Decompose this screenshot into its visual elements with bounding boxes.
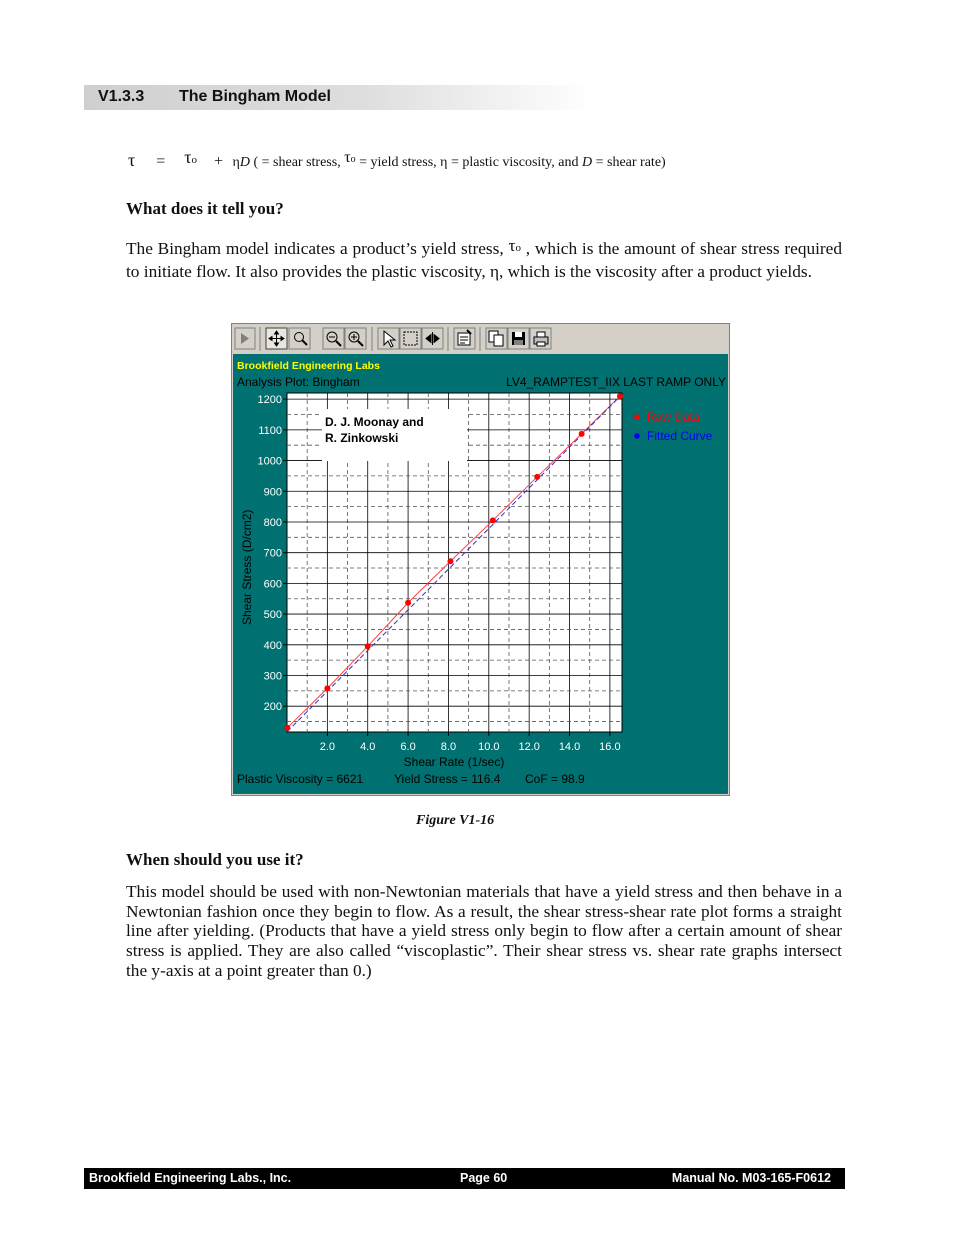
select-pointer-button[interactable] xyxy=(378,328,399,349)
x-axis-label: Shear Rate (1/sec) xyxy=(403,755,505,769)
eq-desc-tau0: τ xyxy=(344,149,351,166)
bingham-analysis-plot xyxy=(231,323,730,796)
annotation-box xyxy=(322,409,467,461)
question-what: What does it tell you? xyxy=(126,199,284,218)
y-tick-label: 900 xyxy=(263,486,282,499)
brand-label: Brookfield Engineering Labs xyxy=(237,360,380,372)
paragraph-when: This model should be used with non-Newtonian materials that have a yield stress and then behave in a Newtonian fashion once they begin to flow. As a result, the shear stress-shear rate plot forms a straight line after yielding. (Products that have a yield stress only begin to flow after a certain amount of shear stress is applied. They are also called “viscoplastic”. Their shear stress vs. shear rate graphs intersect the y-axis at a point greater than 0.) xyxy=(126,882,842,980)
zoom-out-button[interactable] xyxy=(323,328,344,349)
x-tick-label: 6.0 xyxy=(400,741,416,753)
y-tick-label: 800 xyxy=(263,516,282,529)
raw-data-point xyxy=(284,725,290,731)
x-tick-label: 12.0 xyxy=(518,741,540,753)
para1-part1: The Bingham model indicates a product’s yield stress, xyxy=(126,239,509,258)
footer-company: Brookfield Engineering Labs., Inc. xyxy=(89,1171,292,1185)
y-tick-label: 400 xyxy=(263,639,282,652)
y-tick-label: 500 xyxy=(263,609,282,622)
plot-title: Analysis Plot: Bingham xyxy=(237,375,360,389)
para1-part2: , which is the amount of shear stress required to initiate flow. It also provides the plastic viscosity, η, which is the viscosity after a product yields. xyxy=(126,239,842,281)
eq-equals: = xyxy=(156,153,166,170)
cursor-button[interactable] xyxy=(422,328,443,349)
x-tick-label: 14.0 xyxy=(558,741,581,753)
print-button[interactable] xyxy=(530,328,551,349)
y-tick-label: 1200 xyxy=(257,394,282,407)
plot-toolbar xyxy=(235,327,551,351)
legend-fitted-curve: Fitted Curve xyxy=(647,429,713,443)
x-tick-label: 10.0 xyxy=(478,741,500,753)
legend-raw-marker xyxy=(634,414,640,420)
y-tick-label: 200 xyxy=(263,701,282,714)
properties-button[interactable] xyxy=(454,328,475,349)
raw-data-point xyxy=(365,643,371,649)
eq-d: D xyxy=(239,155,250,170)
y-tick-label: 1000 xyxy=(257,455,282,468)
eq-eta: η xyxy=(232,155,240,170)
raw-data-point xyxy=(534,474,540,480)
y-tick-label: 1100 xyxy=(258,424,282,437)
bingham-equation xyxy=(128,147,666,171)
page-footer xyxy=(84,1168,845,1189)
test-name: LV4_RAMPTEST_IIX LAST RAMP ONLY xyxy=(506,375,726,389)
eq-desc-d: D xyxy=(582,155,593,170)
coefficient-of-fit: CoF = 98.9 xyxy=(525,772,585,786)
raw-data-point xyxy=(579,431,585,437)
raw-data-point xyxy=(447,558,453,564)
raw-data-point xyxy=(324,685,330,691)
zoom-window-button[interactable] xyxy=(289,328,310,349)
eq-desc-2: = yield stress, η = plastic viscosity, and xyxy=(355,155,582,170)
plastic-viscosity: Plastic Viscosity = 6621 xyxy=(237,772,364,786)
annotation-line-2: R. Zinkowski xyxy=(325,431,399,445)
para1-tau0: τ xyxy=(508,236,516,255)
footer-page: Page 60 xyxy=(460,1171,508,1185)
raw-data-point xyxy=(405,600,411,606)
section-title: The Bingham Model xyxy=(179,88,331,105)
pan-button[interactable] xyxy=(266,328,287,349)
zoom-in-button[interactable] xyxy=(345,328,366,349)
eq-sub0: o xyxy=(191,154,197,166)
annotation-line-1: D. J. Moonay and xyxy=(325,415,424,429)
x-tick-label: 2.0 xyxy=(319,741,336,753)
eq-desc-1: ( = shear stress, xyxy=(249,155,345,170)
legend-raw-data: Raw Data xyxy=(647,410,700,424)
y-tick-label: 600 xyxy=(263,578,282,591)
eq-tau0: τ xyxy=(184,147,192,167)
paragraph-what xyxy=(126,236,842,281)
footer-manual: Manual No. M03-165-F0612 xyxy=(671,1171,831,1185)
eq-desc-sub0: o xyxy=(350,154,356,165)
legend-fit-marker xyxy=(634,433,640,439)
x-tick-label: 4.0 xyxy=(360,741,376,753)
yield-stress: Yield Stress = 116.4 xyxy=(394,772,501,786)
copy-button[interactable] xyxy=(486,328,507,349)
para1-sub0: o xyxy=(515,242,521,254)
save-button[interactable] xyxy=(508,328,529,349)
eq-plus: + xyxy=(214,153,224,170)
y-tick-label: 700 xyxy=(263,547,282,560)
eq-desc-3: = shear rate) xyxy=(592,155,666,170)
section-header xyxy=(84,85,594,110)
x-tick-label: 16.0 xyxy=(599,741,621,753)
eq-tau: τ xyxy=(128,150,136,170)
question-when: When should you use it? xyxy=(126,850,304,869)
figure-caption: Figure V1-16 xyxy=(416,813,495,828)
raw-data-point xyxy=(617,393,623,399)
select-region-button[interactable] xyxy=(400,328,421,349)
x-tick-label: 8.0 xyxy=(440,741,457,753)
raw-data-point xyxy=(490,517,496,523)
play-button[interactable] xyxy=(235,328,255,349)
y-tick-label: 300 xyxy=(263,670,282,683)
section-number: V1.3.3 xyxy=(98,88,145,105)
y-axis-label: Shear Stress (D/cm2) xyxy=(240,509,254,625)
